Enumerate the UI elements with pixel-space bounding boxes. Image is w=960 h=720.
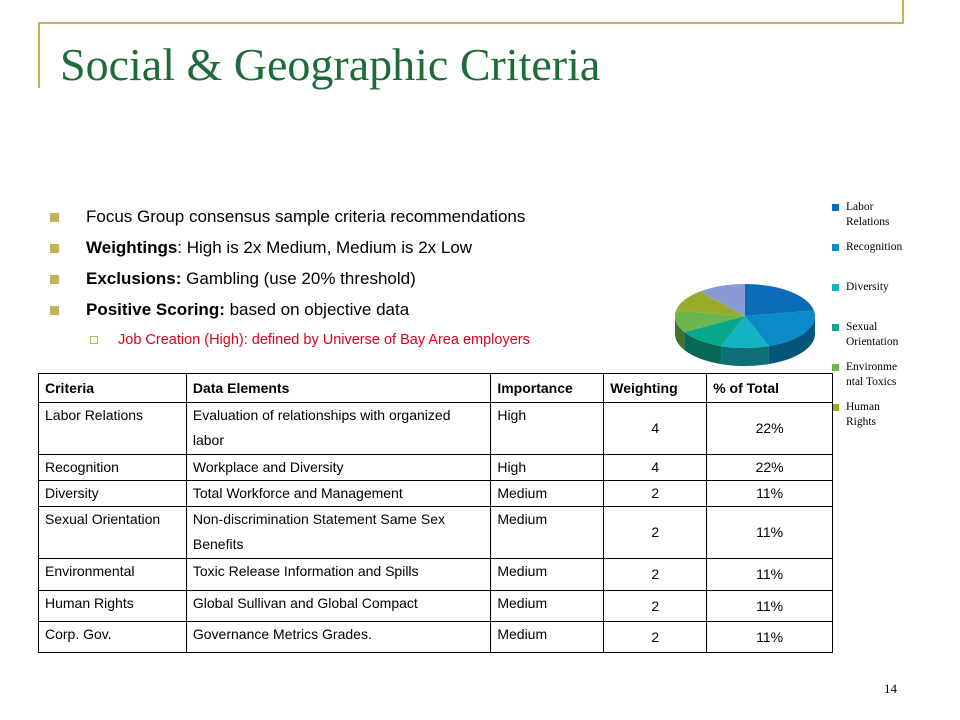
bullet-text: Gambling (use 20% threshold): [181, 269, 416, 288]
cell-data-elements: Toxic Release Information and Spills: [186, 559, 490, 591]
legend-item: [832, 400, 942, 430]
legend-item: [832, 360, 942, 390]
legend-item: [832, 320, 942, 350]
cell-importance: Medium: [491, 622, 604, 653]
table-row: [39, 507, 833, 559]
legend-label: Environme ntal Toxics: [846, 361, 898, 388]
header-importance: Importance: [491, 374, 604, 403]
legend-swatch: [832, 284, 839, 291]
cell-importance: Medium: [491, 559, 604, 591]
hollow-square-bullet-icon: [90, 336, 98, 344]
pie-slice-labor-relations: [745, 284, 814, 316]
sub-bullet-text: Job Creation (High): defined by Universe of Bay Area employers: [118, 332, 530, 348]
cell-importance: High: [491, 403, 604, 455]
table-row: [39, 591, 833, 622]
sub-bullet-item: [50, 329, 690, 351]
table-row: [39, 622, 833, 653]
page-number: 14: [884, 681, 897, 696]
bullet-item: [50, 298, 690, 329]
header-percent-total: % of Total: [707, 374, 833, 403]
square-bullet-icon: [50, 244, 59, 253]
square-bullet-icon: [50, 213, 59, 222]
legend-swatch: [832, 364, 839, 371]
cell-criteria: Sexual Orientation: [39, 507, 187, 559]
legend-item: [832, 200, 942, 230]
cell-data-elements: Evaluation of relationships with organized labor: [186, 403, 490, 455]
table-row: [39, 559, 833, 591]
cell-importance: High: [491, 455, 604, 481]
bullet-bold: Weightings: [86, 238, 178, 257]
table-header-row: [39, 374, 833, 403]
bullet-item: [50, 205, 690, 236]
legend-label: Sexual Orientation: [846, 321, 899, 348]
cell-importance: Medium: [491, 481, 604, 507]
pie-slice-diversity-side: [721, 346, 769, 366]
table-row: [39, 481, 833, 507]
legend-label: Labor Relations: [846, 201, 890, 228]
bullet-bold: Positive Scoring:: [86, 300, 225, 319]
cell-importance: Medium: [491, 507, 604, 559]
header-criteria: Criteria: [39, 374, 187, 403]
cell-criteria: Diversity: [39, 481, 187, 507]
cell-data-elements: Non-discrimination Statement Same Sex Benefits: [186, 507, 490, 559]
cell-criteria: Recognition: [39, 455, 187, 481]
legend-item: [832, 240, 942, 255]
cell-weighting: 2: [604, 481, 707, 507]
bullet-bold: Exclusions:: [86, 269, 182, 288]
legend-item: [832, 280, 942, 295]
cell-percent-total: 22%: [707, 403, 833, 455]
table-row: [39, 455, 833, 481]
cell-percent-total: 11%: [707, 622, 833, 653]
cell-data-elements: Total Workforce and Management: [186, 481, 490, 507]
square-bullet-icon: [50, 306, 59, 315]
top-frame-line: [38, 22, 904, 24]
bullet-text: : High is 2x Medium, Medium is 2x Low: [177, 238, 473, 257]
slide-title: Social & Geographic Criteria: [60, 39, 601, 90]
square-bullet-icon: [50, 275, 59, 284]
cell-weighting: 2: [604, 559, 707, 591]
left-frame-line: [38, 22, 40, 88]
cell-weighting: 2: [604, 591, 707, 622]
cell-weighting: 2: [604, 507, 707, 559]
criteria-table: [38, 373, 833, 653]
cell-criteria: Labor Relations: [39, 403, 187, 455]
legend-swatch: [832, 204, 839, 211]
cell-criteria: Corp. Gov.: [39, 622, 187, 653]
header-weighting: Weighting: [604, 374, 707, 403]
cell-percent-total: 22%: [707, 455, 833, 481]
table-row: [39, 403, 833, 455]
right-frame-line: [902, 0, 904, 24]
legend-label: Diversity: [846, 281, 889, 293]
bullet-text: Focus Group consensus sample criteria recommendations: [86, 207, 526, 226]
header-data-elements: Data Elements: [186, 374, 490, 403]
cell-data-elements: Workplace and Diversity: [186, 455, 490, 481]
cell-criteria: Human Rights: [39, 591, 187, 622]
cell-weighting: 4: [604, 403, 707, 455]
cell-data-elements: Global Sullivan and Global Compact: [186, 591, 490, 622]
cell-percent-total: 11%: [707, 481, 833, 507]
legend-swatch: [832, 244, 839, 251]
cell-weighting: 2: [604, 622, 707, 653]
pie-chart: [670, 278, 820, 374]
bullet-list: [50, 205, 690, 351]
cell-percent-total: 11%: [707, 591, 833, 622]
bullet-item: [50, 267, 690, 298]
cell-data-elements: Governance Metrics Grades.: [186, 622, 490, 653]
bullet-item: [50, 236, 690, 267]
legend-label: Human Rights: [846, 401, 880, 428]
cell-weighting: 4: [604, 455, 707, 481]
cell-percent-total: 11%: [707, 507, 833, 559]
cell-percent-total: 11%: [707, 559, 833, 591]
cell-criteria: Environmental: [39, 559, 187, 591]
legend-swatch: [832, 404, 839, 411]
bullet-text: based on objective data: [224, 300, 410, 319]
legend-label: Recognition: [846, 241, 903, 253]
cell-importance: Medium: [491, 591, 604, 622]
legend-swatch: [832, 324, 839, 331]
